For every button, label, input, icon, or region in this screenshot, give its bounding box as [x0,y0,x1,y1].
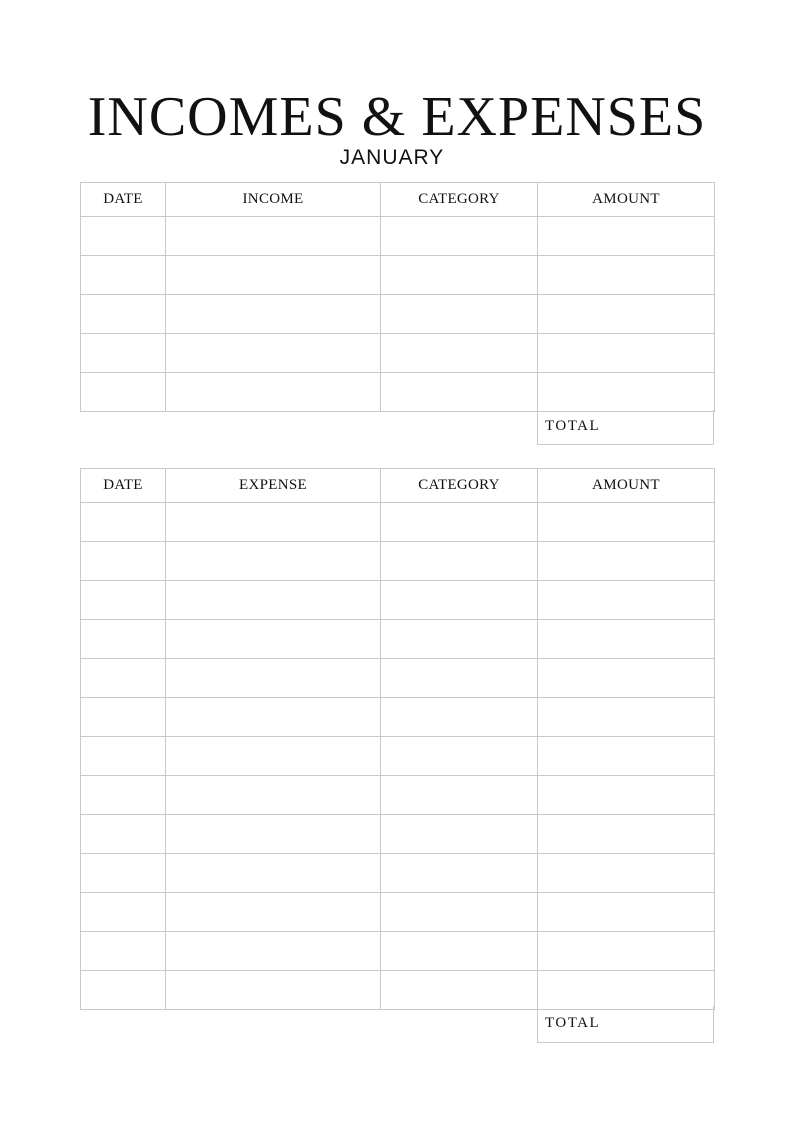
expense-amount-cell[interactable] [538,503,715,542]
expense-date-cell[interactable] [81,854,166,893]
expense-category-cell[interactable] [381,581,538,620]
expense-date-cell[interactable] [81,737,166,776]
income-category-cell[interactable] [381,334,538,373]
expense-table-row [81,581,715,620]
expense-category-cell[interactable] [381,893,538,932]
expense-amount-cell[interactable] [538,893,715,932]
income-date-cell[interactable] [81,334,166,373]
expense-col-category: CATEGORY [381,469,538,503]
expense-amount-cell[interactable] [538,698,715,737]
income-col-income: INCOME [166,183,381,217]
expense-category-cell[interactable] [381,503,538,542]
income-amount-cell[interactable] [538,334,715,373]
income-date-cell[interactable] [81,295,166,334]
income-col-amount: AMOUNT [538,183,715,217]
expense-desc-cell[interactable] [166,971,381,1010]
expense-date-cell[interactable] [81,581,166,620]
expense-category-cell[interactable] [381,815,538,854]
income-col-category: CATEGORY [381,183,538,217]
income-table-row [81,373,715,412]
income-table-row [81,334,715,373]
expense-table-row [81,503,715,542]
expense-category-cell[interactable] [381,737,538,776]
expense-amount-cell[interactable] [538,854,715,893]
expense-date-cell[interactable] [81,893,166,932]
expense-date-cell[interactable] [81,620,166,659]
income-amount-cell[interactable] [538,256,715,295]
expense-date-cell[interactable] [81,971,166,1010]
expense-desc-cell[interactable] [166,581,381,620]
expense-table-body [81,503,715,1010]
income-header-row [81,183,715,217]
income-table [80,182,715,412]
income-desc-cell[interactable] [166,217,381,256]
income-total-cell[interactable]: TOTAL [537,410,714,445]
expense-category-cell[interactable] [381,698,538,737]
expense-table-row [81,815,715,854]
expense-table-row [81,620,715,659]
expense-header-row [81,469,715,503]
expense-table-row [81,854,715,893]
expense-desc-cell[interactable] [166,542,381,581]
expense-desc-cell[interactable] [166,893,381,932]
expense-date-cell[interactable] [81,659,166,698]
page-title: INCOMES & EXPENSES [87,86,707,148]
expense-category-cell[interactable] [381,542,538,581]
expense-table-row [81,893,715,932]
expense-total-cell[interactable]: TOTAL [537,1006,714,1043]
expense-desc-cell[interactable] [166,932,381,971]
expense-col-date: DATE [81,469,166,503]
expense-amount-cell[interactable] [538,971,715,1010]
income-table-row [81,217,715,256]
expense-amount-cell[interactable] [538,581,715,620]
income-category-cell[interactable] [381,295,538,334]
expense-date-cell[interactable] [81,503,166,542]
expense-col-amount: AMOUNT [538,469,715,503]
expense-table [80,468,715,1010]
income-table-row [81,256,715,295]
income-date-cell[interactable] [81,373,166,412]
expense-table-row [81,542,715,581]
income-category-cell[interactable] [381,256,538,295]
expense-amount-cell[interactable] [538,659,715,698]
income-date-cell[interactable] [81,256,166,295]
expense-category-cell[interactable] [381,620,538,659]
expense-date-cell[interactable] [81,815,166,854]
expense-table-row [81,932,715,971]
expense-date-cell[interactable] [81,932,166,971]
expense-table-row [81,659,715,698]
income-desc-cell[interactable] [166,256,381,295]
expense-desc-cell[interactable] [166,737,381,776]
income-col-date: DATE [81,183,166,217]
expense-amount-cell[interactable] [538,737,715,776]
expense-desc-cell[interactable] [166,503,381,542]
income-category-cell[interactable] [381,217,538,256]
income-amount-cell[interactable] [538,295,715,334]
expense-amount-cell[interactable] [538,932,715,971]
income-date-cell[interactable] [81,217,166,256]
expense-category-cell[interactable] [381,932,538,971]
income-desc-cell[interactable] [166,295,381,334]
expense-amount-cell[interactable] [538,815,715,854]
expense-date-cell[interactable] [81,698,166,737]
expense-amount-cell[interactable] [538,620,715,659]
expense-amount-cell[interactable] [538,776,715,815]
income-category-cell[interactable] [381,373,538,412]
expense-desc-cell[interactable] [166,854,381,893]
expense-category-cell[interactable] [381,776,538,815]
expense-desc-cell[interactable] [166,815,381,854]
income-table-row [81,295,715,334]
income-desc-cell[interactable] [166,373,381,412]
income-amount-cell[interactable] [538,373,715,412]
expense-table-row [81,737,715,776]
expense-desc-cell[interactable] [166,659,381,698]
expense-table-row [81,971,715,1010]
income-amount-cell[interactable] [538,217,715,256]
income-table-body [81,217,715,412]
expense-col-expense: EXPENSE [166,469,381,503]
income-desc-cell[interactable] [166,334,381,373]
expense-category-cell[interactable] [381,659,538,698]
expense-date-cell[interactable] [81,776,166,815]
expense-amount-cell[interactable] [538,542,715,581]
expense-desc-cell[interactable] [166,698,381,737]
expense-desc-cell[interactable] [166,620,381,659]
expense-category-cell[interactable] [381,854,538,893]
expense-table-row [81,698,715,737]
expense-date-cell[interactable] [81,542,166,581]
expense-category-cell[interactable] [381,971,538,1010]
month-label: JANUARY [339,146,445,169]
expense-table-row [81,776,715,815]
expense-desc-cell[interactable] [166,776,381,815]
